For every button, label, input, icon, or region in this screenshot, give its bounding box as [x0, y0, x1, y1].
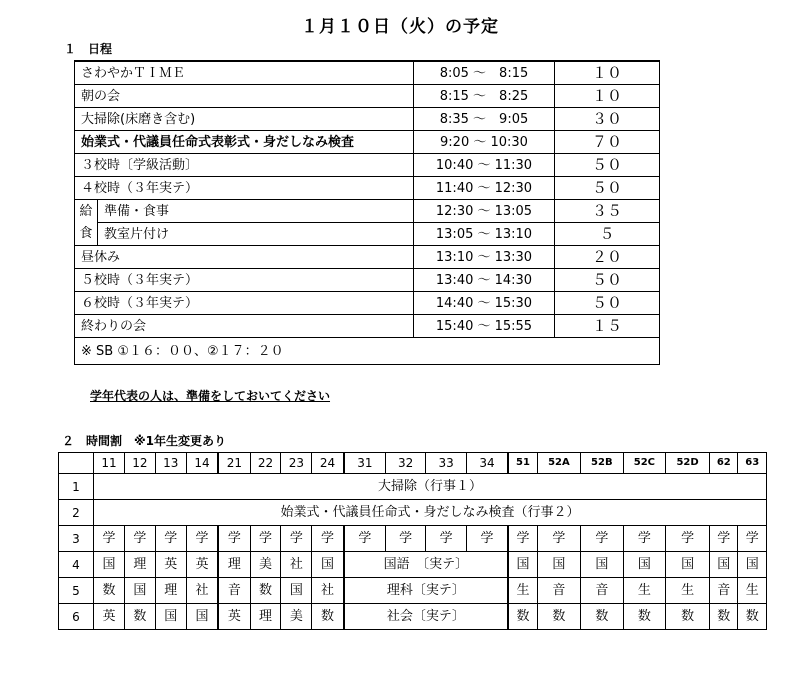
timetable-row: [59, 604, 767, 630]
timetable-row: [59, 500, 767, 526]
subject-cell: 学: [385, 526, 425, 552]
subject-cell: 学: [218, 526, 250, 552]
class-header: 31: [344, 453, 386, 474]
subject-cell: 学: [281, 526, 312, 552]
subject-cell: 学: [466, 526, 508, 552]
subject-cell: 学: [312, 526, 344, 552]
subject-cell: 音: [537, 578, 580, 604]
subject-cell: 社: [281, 552, 312, 578]
subject-cell: 学: [250, 526, 281, 552]
event-cell: 大掃除（行事１）: [94, 474, 767, 500]
subject-cell: 音: [580, 578, 623, 604]
subject-cell: 国: [537, 552, 580, 578]
subject-cell: 学: [155, 526, 186, 552]
subject-cell: 学: [508, 526, 537, 552]
schedule-item-minutes: ５０: [555, 154, 660, 177]
schedule-item-name: 終わりの会: [75, 315, 414, 338]
class-header: 52A: [537, 453, 580, 474]
class-header: 14: [186, 453, 218, 474]
schedule-row: [75, 154, 660, 177]
section-timetable-heading: ２ 時間割 ※1年生変更あり: [62, 434, 227, 448]
schedule-item-name: 始業式・代議員任命式表彰式・身だしなみ検査: [75, 131, 414, 154]
schedule-row: [75, 108, 660, 131]
schedule-item-minutes: ５０: [555, 269, 660, 292]
class-header: 32: [385, 453, 425, 474]
grade3-exam-cell: 理科〔実テ〕: [344, 578, 508, 604]
timetable-row: [59, 474, 767, 500]
period-number: 5: [59, 578, 94, 604]
subject-cell: 社: [186, 578, 218, 604]
schedule-item-minutes: ３５: [555, 200, 660, 223]
event-cell: 始業式・代議員任命式・身だしなみ検査（行事２）: [94, 500, 767, 526]
subject-cell: 英: [218, 604, 250, 630]
subject-cell: 学: [94, 526, 125, 552]
subject-cell: 英: [155, 552, 186, 578]
timetable-row: [59, 552, 767, 578]
schedule-row: [75, 177, 660, 200]
schedule-row: [75, 200, 660, 223]
subject-cell: 学: [710, 526, 738, 552]
class-header: 24: [312, 453, 344, 474]
schedule-item-name: ５校時（３年実テ）: [75, 269, 414, 292]
schedule-item-minutes: ５０: [555, 292, 660, 315]
subject-cell: 数: [250, 578, 281, 604]
kyushoku-label: 食: [75, 223, 98, 246]
subject-cell: 学: [666, 526, 710, 552]
subject-cell: 学: [426, 526, 466, 552]
schedule-item-time: 8:35 ～ 9:05: [414, 108, 555, 131]
schedule-item-minutes: ２０: [555, 246, 660, 269]
schedule-item-time: 10:40 ～ 11:30: [414, 154, 555, 177]
subject-cell: 国: [508, 552, 537, 578]
subject-cell: 生: [666, 578, 710, 604]
subject-cell: 理: [250, 604, 281, 630]
schedule-row: [75, 131, 660, 154]
subject-cell: 数: [537, 604, 580, 630]
sb-note: ※ SB ①１６：００、②１７：２０: [75, 338, 660, 365]
subject-cell: 数: [623, 604, 665, 630]
subject-cell: 学: [537, 526, 580, 552]
subject-cell: 数: [508, 604, 537, 630]
schedule-item-minutes: ７０: [555, 131, 660, 154]
subject-cell: 学: [623, 526, 665, 552]
subject-cell: 数: [710, 604, 738, 630]
subject-cell: 理: [218, 552, 250, 578]
page-title: １月１０日（火）の予定: [301, 17, 499, 37]
subject-cell: 数: [124, 604, 155, 630]
schedule-row: [75, 315, 660, 338]
timetable-row: [59, 526, 767, 552]
schedule-row: [75, 223, 660, 246]
subject-cell: 理: [124, 552, 155, 578]
schedule-item-name: ３校時〔学級活動〕: [75, 154, 414, 177]
schedule-item-name: ４校時（３年実テ）: [75, 177, 414, 200]
schedule-item-name: 朝の会: [75, 85, 414, 108]
schedule-row: [75, 246, 660, 269]
class-header: 52D: [666, 453, 710, 474]
subject-cell: 国: [281, 578, 312, 604]
subject-cell: 数: [94, 578, 125, 604]
subject-cell: 数: [312, 604, 344, 630]
subject-cell: 国: [312, 552, 344, 578]
class-header: 63: [738, 453, 767, 474]
class-header: 62: [710, 453, 738, 474]
schedule-row: [75, 61, 660, 85]
class-header: 52B: [580, 453, 623, 474]
subject-cell: 社: [312, 578, 344, 604]
subject-cell: 英: [186, 552, 218, 578]
subject-cell: 学: [344, 526, 386, 552]
schedule-note-row: [75, 338, 660, 365]
schedule-item-time: 15:40 ～ 15:55: [414, 315, 555, 338]
schedule-item-name: さわやかＴＩＭＥ: [75, 61, 414, 85]
schedule-item-time: 8:05 ～ 8:15: [414, 61, 555, 85]
subject-cell: 国: [186, 604, 218, 630]
subject-cell: 英: [94, 604, 125, 630]
period-number: 4: [59, 552, 94, 578]
class-header: 23: [281, 453, 312, 474]
schedule-item-minutes: １０: [555, 85, 660, 108]
class-header: 51: [508, 453, 537, 474]
class-header: 34: [466, 453, 508, 474]
timetable-header-row: [59, 453, 767, 474]
schedule-table: [74, 60, 660, 365]
class-header: 13: [155, 453, 186, 474]
section-schedule-heading: １ 日程: [64, 42, 113, 56]
notice-text: 学年代表の人は、準備をしておいてください: [90, 389, 331, 403]
kyushoku-label: 給: [75, 200, 98, 223]
period-number: 2: [59, 500, 94, 526]
subject-cell: 学: [738, 526, 767, 552]
subject-cell: 国: [155, 604, 186, 630]
subject-cell: 数: [666, 604, 710, 630]
class-header: 12: [124, 453, 155, 474]
subject-cell: 国: [710, 552, 738, 578]
subject-cell: 美: [250, 552, 281, 578]
schedule-item-name: 教室片付け: [98, 223, 414, 246]
schedule-item-name: 昼休み: [75, 246, 414, 269]
subject-cell: 音: [710, 578, 738, 604]
class-header: 22: [250, 453, 281, 474]
schedule-item-time: 8:15 ～ 8:25: [414, 85, 555, 108]
subject-cell: 理: [155, 578, 186, 604]
class-header: 52C: [623, 453, 665, 474]
subject-cell: 生: [623, 578, 665, 604]
subject-cell: 生: [738, 578, 767, 604]
schedule-item-time: 9:20 ～ 10:30: [414, 131, 555, 154]
schedule-row: [75, 269, 660, 292]
period-number: 1: [59, 474, 94, 500]
class-header: 21: [218, 453, 250, 474]
schedule-item-time: 13:05 ～ 13:10: [414, 223, 555, 246]
schedule-item-minutes: ３０: [555, 108, 660, 131]
subject-cell: 数: [580, 604, 623, 630]
subject-cell: 数: [738, 604, 767, 630]
period-number: 3: [59, 526, 94, 552]
schedule-item-name: 大掃除(床磨き含む): [75, 108, 414, 131]
subject-cell: 国: [666, 552, 710, 578]
schedule-item-minutes: ５０: [555, 177, 660, 200]
period-number: 6: [59, 604, 94, 630]
subject-cell: 音: [218, 578, 250, 604]
schedule-item-name: 準備・食事: [98, 200, 414, 223]
timetable-table: [58, 452, 767, 630]
subject-cell: 国: [623, 552, 665, 578]
timetable-row: [59, 578, 767, 604]
subject-cell: 学: [580, 526, 623, 552]
grade3-exam-cell: 社会〔実テ〕: [344, 604, 508, 630]
schedule-item-minutes: ５: [555, 223, 660, 246]
schedule-row: [75, 85, 660, 108]
schedule-item-time: 13:40 ～ 14:30: [414, 269, 555, 292]
subject-cell: 国: [124, 578, 155, 604]
subject-cell: 学: [124, 526, 155, 552]
subject-cell: 学: [186, 526, 218, 552]
schedule-row: [75, 292, 660, 315]
schedule-item-minutes: １５: [555, 315, 660, 338]
subject-cell: 国: [94, 552, 125, 578]
subject-cell: 美: [281, 604, 312, 630]
subject-cell: 国: [580, 552, 623, 578]
subject-cell: 生: [508, 578, 537, 604]
schedule-item-minutes: １０: [555, 61, 660, 85]
class-header: 33: [426, 453, 466, 474]
period-header-cell: [59, 453, 94, 474]
schedule-item-name: ６校時（３年実テ）: [75, 292, 414, 315]
schedule-item-time: 14:40 ～ 15:30: [414, 292, 555, 315]
subject-cell: 国: [738, 552, 767, 578]
schedule-item-time: 13:10 ～ 13:30: [414, 246, 555, 269]
class-header: 11: [94, 453, 125, 474]
schedule-item-time: 12:30 ～ 13:05: [414, 200, 555, 223]
schedule-item-time: 11:40 ～ 12:30: [414, 177, 555, 200]
grade3-exam-cell: 国語 〔実テ〕: [344, 552, 508, 578]
